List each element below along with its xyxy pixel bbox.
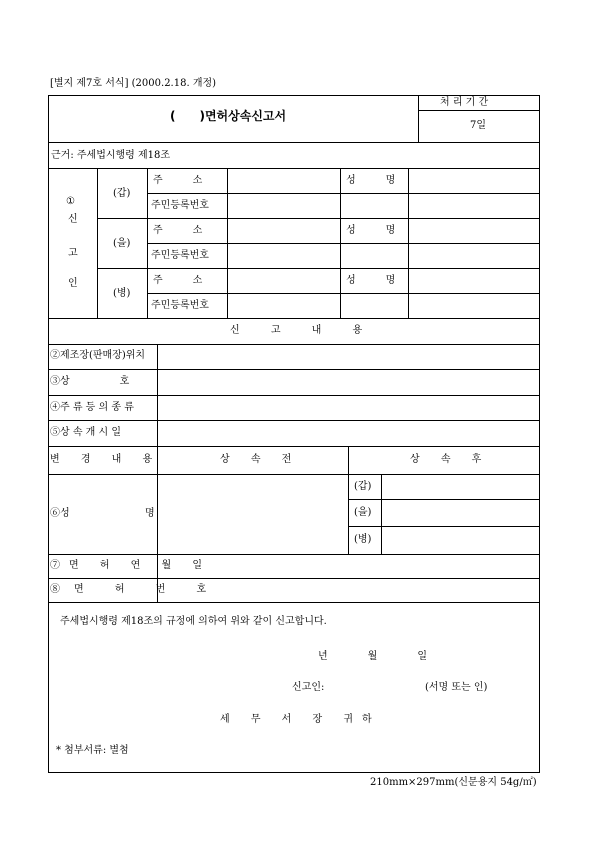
reporter-number: ① xyxy=(66,196,75,207)
addressee: 세 무 서 장 귀하 xyxy=(220,714,381,725)
basis-text: 근거: 주세법시행령 제18조 xyxy=(51,150,171,161)
processing-period-value: 7일 xyxy=(470,120,487,131)
inheritance-start-label: ⑤상 속 개 시 일 xyxy=(50,427,122,438)
license-number-label: ⑧면 허 번 호 xyxy=(50,584,221,595)
after-tag-byeong: (병) xyxy=(354,534,372,545)
reporter-char-3: 인 xyxy=(68,278,78,289)
date-line: 년 월 일 xyxy=(318,651,427,662)
signature-note: (서명 또는 인) xyxy=(425,682,488,693)
address-label: 주 소 xyxy=(153,175,203,186)
liquor-type-label: ④주 류 등 의 종 류 xyxy=(50,402,134,413)
name-label: 성 명 xyxy=(346,175,396,186)
reporter-tag-gap: (갑) xyxy=(113,188,131,199)
form-title: ( )면허상속신고서 xyxy=(170,109,287,123)
after-inheritance-label: 상 속 후 xyxy=(410,454,491,465)
report-content-heading: 신 고 내 용 xyxy=(230,325,377,336)
reporter-sign-label: 신고인: xyxy=(292,682,325,693)
address-label: 주 소 xyxy=(153,275,203,286)
processing-period-label: 처 리 기 간 xyxy=(440,97,489,108)
declaration-text: 주세법시행령 제18조의 규정에 의하여 위와 같이 신고합니다. xyxy=(60,616,327,627)
resident-number-label: 주민등록번호 xyxy=(151,200,209,211)
after-tag-eul: (을) xyxy=(354,507,372,518)
change-content-label: 변 경 내 용 xyxy=(50,454,162,465)
reporter-tag-eul: (을) xyxy=(113,238,131,249)
paper-spec: 210mm×297mm(신문용지 54g/㎡) xyxy=(370,777,537,788)
trade-name-label: ③상 호 xyxy=(50,376,130,387)
license-date-label: ⑦면 허 연 월 일 xyxy=(50,560,212,571)
name-label: 성 명 xyxy=(346,225,396,236)
name-label: 성 명 xyxy=(346,275,396,286)
factory-location-label: ②제조장(판매장)위치 xyxy=(50,350,146,361)
before-inheritance-label: 상 속 전 xyxy=(220,454,301,465)
address-label: 주 소 xyxy=(153,225,203,236)
reporter-char-1: 신 xyxy=(68,214,78,225)
reporter-tag-byeong: (병) xyxy=(113,288,131,299)
resident-number-label: 주민등록번호 xyxy=(151,250,209,261)
after-tag-gap: (갑) xyxy=(354,481,372,492)
reporter-char-2: 고 xyxy=(68,248,78,259)
name-change-label-end: 명 xyxy=(145,508,155,519)
attachment-note: * 첨부서류: 별첨 xyxy=(56,745,129,756)
name-change-label-start: ⑥성 xyxy=(50,508,70,519)
resident-number-label: 주민등록번호 xyxy=(151,300,209,311)
form-header: [별지 제7호 서식] (2000.2.18. 개정) xyxy=(50,78,217,89)
